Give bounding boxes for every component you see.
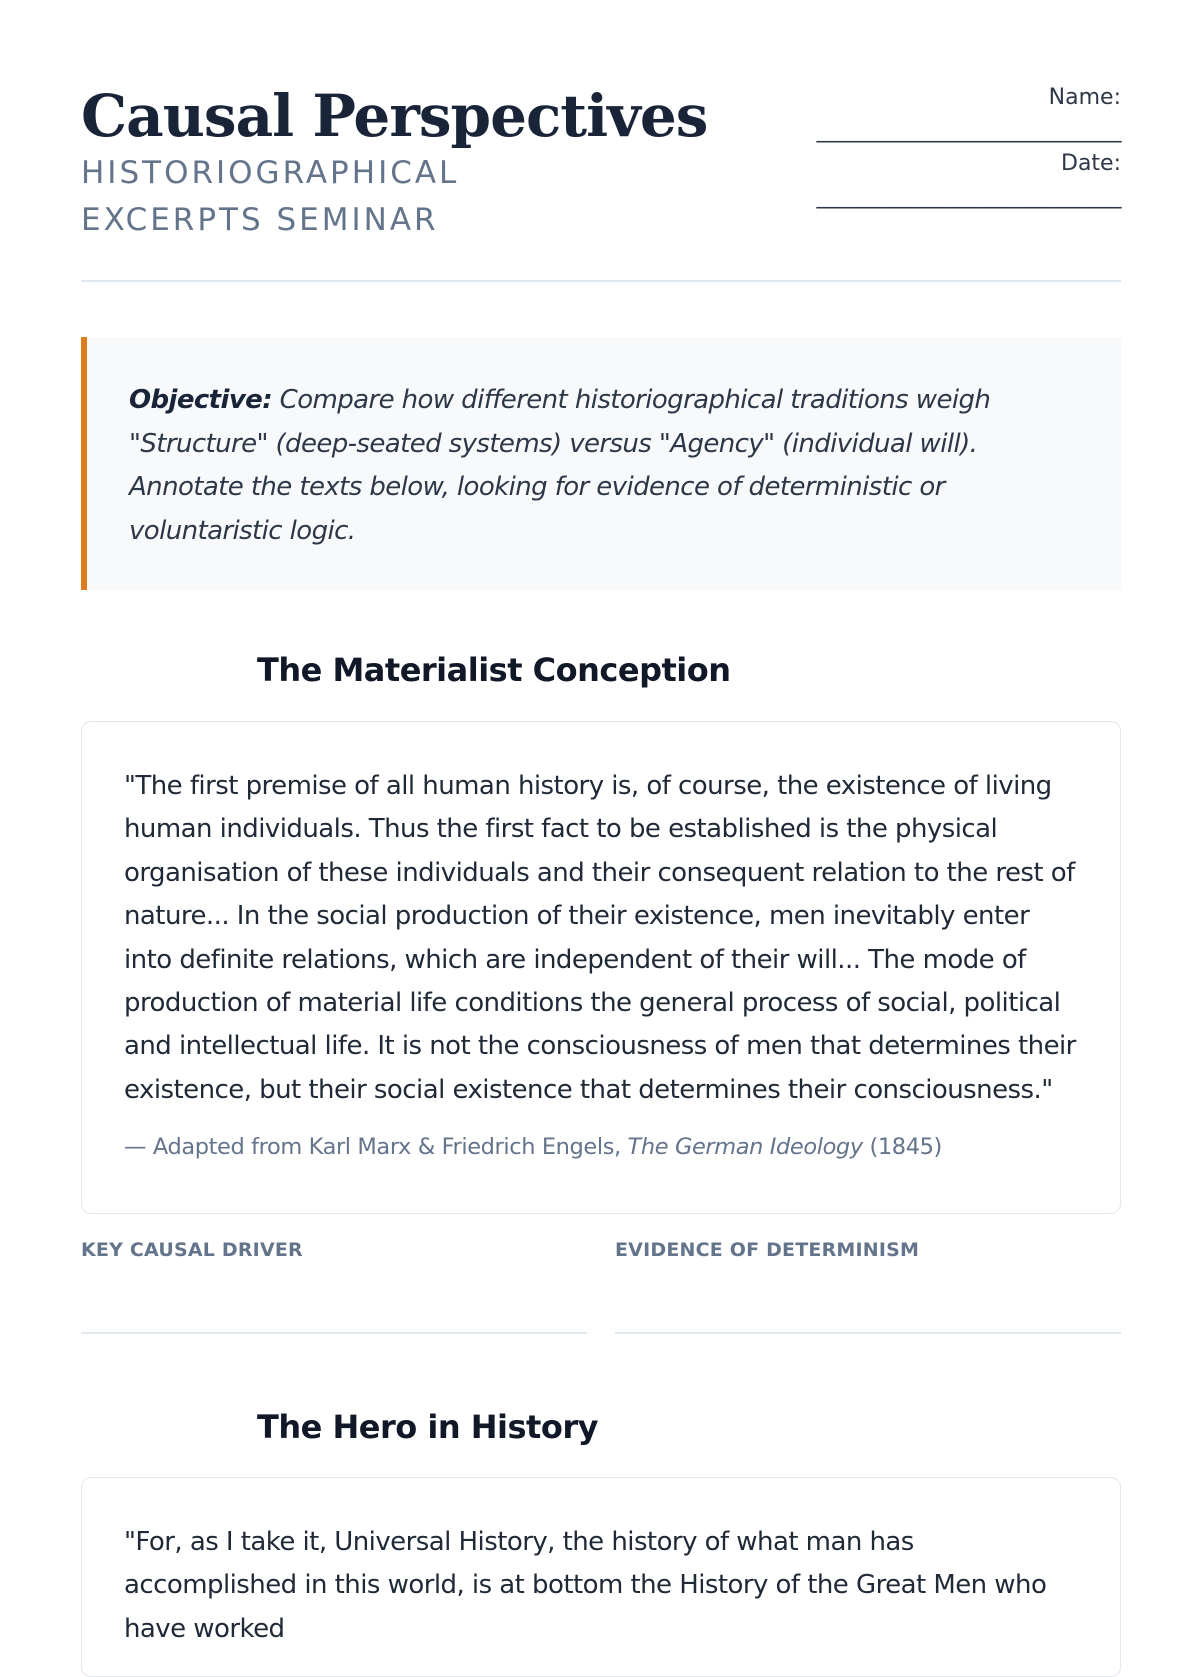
worksheet-page [81,0,1121,1644]
citation-work: The German Ideology [627,1134,863,1161]
objective-body: Compare how different historiographical traditions weigh "Structure" (deep-seated systems) versus "Agency" (individual will). Annotate the texts below, looking for evidence of deterministic or voluntaristic logic. [129,385,991,546]
key-causal-driver-field[interactable] [81,1236,587,1264]
answer-line[interactable] [615,1332,1121,1334]
field-label: EVIDENCE OF DETERMINISM [615,1239,920,1261]
objective-text [129,379,1073,553]
citation-year: (1845) [869,1134,942,1161]
answer-line[interactable] [81,1332,587,1334]
citation-author: — Adapted from Karl Marx & Friedrich Engels, [124,1134,621,1161]
objective-label: Objective: [129,385,272,415]
date-blank[interactable]: _____________________________ [816,184,1121,209]
excerpt-citation [124,1130,1078,1164]
objective-box [81,337,1121,590]
section-heading-hero: The Hero in History [257,1408,598,1446]
excerpt-text: "For, as I take it, Universal History, the history of what man has accomplished in this world, is at bottom the History of the Great Men who have worked [124,1527,1047,1644]
field-label: KEY CAUSAL DRIVER [81,1239,303,1261]
name-blank[interactable]: _____________________________ [816,118,1121,143]
evidence-of-determinism-field[interactable] [615,1236,1121,1264]
student-info [701,82,1121,214]
page-subtitle: HISTORIOGRAPHICAL EXCERPTS SEMINAR [81,155,460,238]
section-heading-materialist: The Materialist Conception [257,651,731,689]
excerpt-text: "The first premise of all human history is, of course, the existence of living human individuals. Thus the first fact to be established is the physical organisation of these individuals and their consequent relation to the rest of nature... In the social production of their existence, men inevitably enter into definite relations, which are independent of their will... The mode of production of material life conditions the general process of social, political and intellectual life. It is not the consciousness of men that determines their existence, but their social existence that determines their consciousness." [124,771,1076,1105]
excerpt-card-materialist [81,721,1121,1214]
page-title: Causal Perspectives [81,82,708,150]
date-label: Date: [1061,151,1121,176]
header-divider [81,280,1121,282]
excerpt-card-hero [81,1477,1121,1677]
name-label: Name: [1048,85,1121,110]
